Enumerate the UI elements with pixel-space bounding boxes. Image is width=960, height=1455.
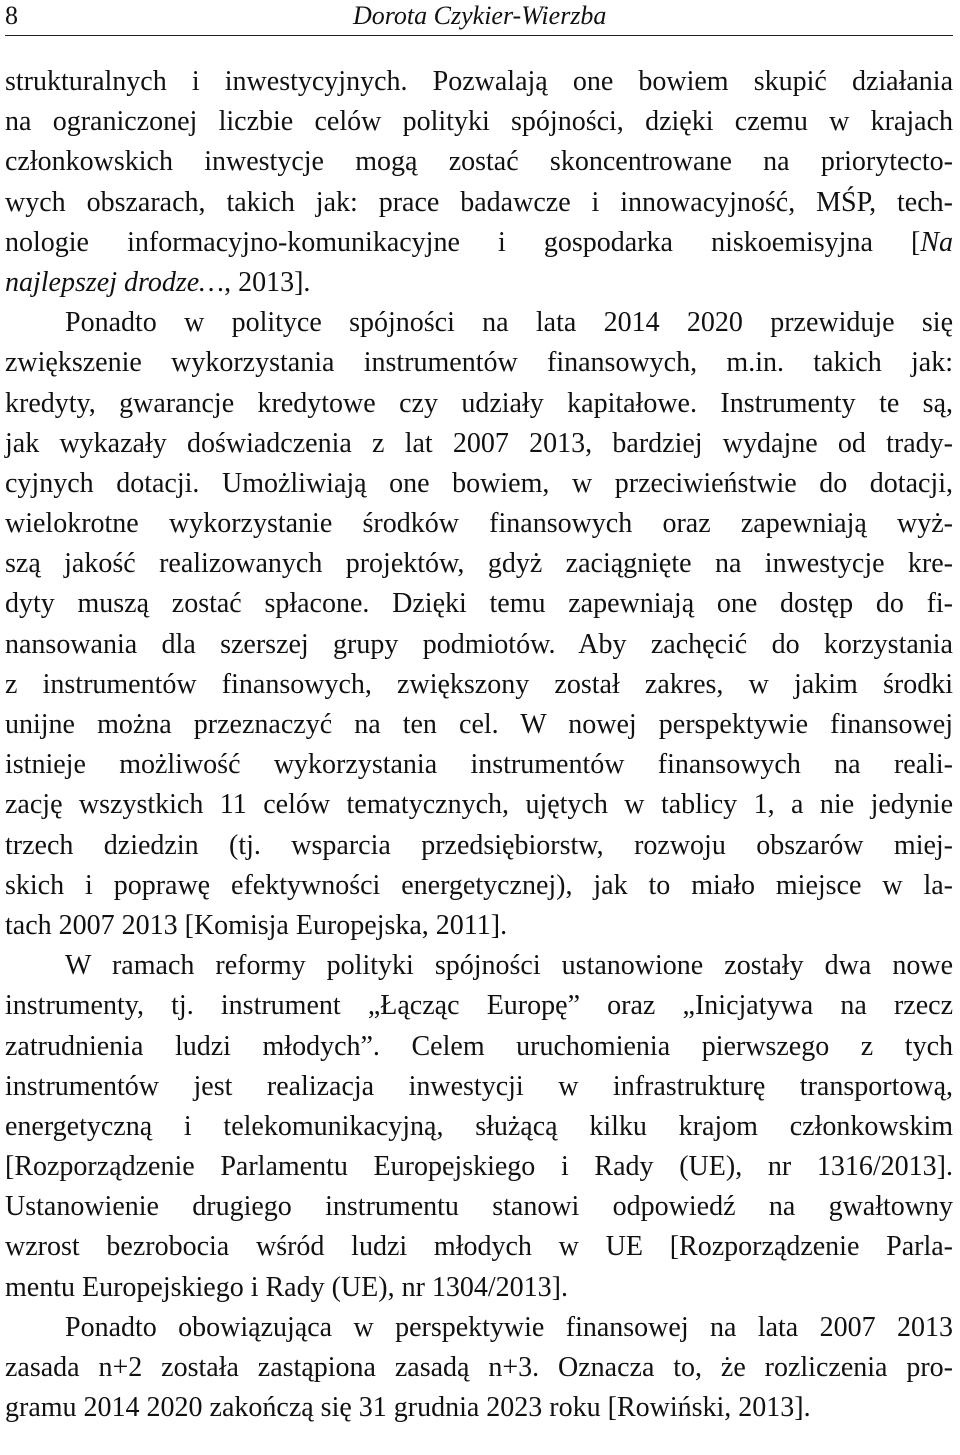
text-line: trzech dziedzin (tj. wsparcia przedsiębiorstw, rozwoju obszarów miej- xyxy=(5,829,953,861)
text-line: instrumenty, tj. instrument „Łącząc Europę” oraz „Inicjatywa na rzecz xyxy=(5,990,953,1022)
text-line: członkowskich inwestycje mogą zostać skoncentrowane na priorytecto- xyxy=(5,146,953,178)
text-line: mentu Europejskiego i Rady (UE), nr 1304/2013]. xyxy=(5,1271,569,1303)
citation-rest: , 2013]. xyxy=(224,266,311,298)
text-line: nansowania dla szerszej grupy podmiotów. Aby zachęcić do korzystania xyxy=(5,628,953,660)
text-line: wielokrotne wykorzystanie środków finansowych oraz zapewniają wyż- xyxy=(5,508,953,540)
text-line xyxy=(5,263,953,303)
text-line: instrumentów jest realizacja inwestycji w infrastrukturę transportową, xyxy=(5,1070,953,1102)
text-line: szą jakość realizowanych projektów, gdyż zaciągnięte na inwestycje kre- xyxy=(5,548,953,580)
text-line: [Rozporządzenie Parlamentu Europejskiego i Rady (UE), nr 1316/2013]. xyxy=(5,1151,953,1183)
text-line: gramu 2014 2020 zakończą się 31 grudnia 2023 roku [Rowiński, 2013]. xyxy=(5,1392,811,1424)
text-line: zację wszystkich 11 celów tematycznych, ujętych w tablicy 1, a nie jedynie xyxy=(5,789,953,821)
text-line: energetyczną i telekomunikacyjną, służącą kilku krajom członkowskim xyxy=(5,1110,953,1142)
text-line: skich i poprawę efektywności energetycznej), jak to miało miejsce w la- xyxy=(5,869,953,901)
text-line: cyjnych dotacji. Umożliwiają one bowiem, w przeciwieństwie do dotacji, xyxy=(5,467,953,499)
text-line xyxy=(5,223,953,263)
citation-title: najlepszej drodze… xyxy=(5,266,225,298)
text-line: W ramach reformy polityki spójności ustanowione zostały dwa nowe xyxy=(65,950,953,982)
text-line: z instrumentów finansowych, zwiększony został zakres, w jakim środki xyxy=(5,668,953,700)
text-line: dyty muszą zostać spłacone. Dzięki temu zapewniają one dostęp do fi- xyxy=(5,588,953,620)
text-line: Ponadto obowiązująca w perspektywie finansowej na lata 2007 2013 xyxy=(65,1311,953,1343)
body-text xyxy=(5,62,953,1428)
text-line: tach 2007 2013 [Komisja Europejska, 2011]. xyxy=(5,909,508,941)
page-header xyxy=(5,0,953,36)
citation-title: Na xyxy=(920,226,953,258)
text-line: wych obszarach, takich jak: prace badawcze i innowacyjność, MŚP, tech- xyxy=(5,186,953,218)
text-line: jak wykazały doświadczenia z lat 2007 2013, bardziej wydajne od trady- xyxy=(5,427,953,459)
text-line: wzrost bezrobocia wśród ludzi młodych w UE [Rozporządzenie Parla- xyxy=(5,1231,953,1263)
running-head: Dorota Czykier-Wierzba xyxy=(353,1,607,30)
text-line: zatrudnienia ludzi młodych”. Celem uruchomienia pierwszego z tych xyxy=(5,1030,953,1062)
text-line: na ograniczonej liczbie celów polityki spójności, dzięki czemu w krajach xyxy=(5,106,953,138)
text-line: Ponadto w polityce spójności na lata 2014 2020 przewiduje się xyxy=(65,307,953,339)
text-line: Ustanowienie drugiego instrumentu stanowi odpowiedź na gwałtowny xyxy=(5,1191,953,1223)
text-line: zwiększenie wykorzystania instrumentów finansowych, m.in. takich jak: xyxy=(5,347,953,379)
text-line: zasada n+2 została zastąpiona zasadą n+3. Oznacza to, że rozliczenia pro- xyxy=(5,1352,953,1383)
text-line: unijne można przeznaczyć na ten cel. W nowej perspektywie finansowej xyxy=(5,709,953,740)
text-line: strukturalnych i inwestycyjnych. Pozwalają one bowiem skupić działania xyxy=(5,66,953,97)
text-line: kredyty, gwarancje kredytowe czy udziały kapitałowe. Instrumenty te są, xyxy=(5,387,953,419)
text-line: istnieje możliwość wykorzystania instrumentów finansowych na reali- xyxy=(5,749,953,781)
line-text: nologie informacyjno-komunikacyjne i gospodarka niskoemisyjna [ xyxy=(5,226,921,258)
page-number: 8 xyxy=(5,1,18,30)
